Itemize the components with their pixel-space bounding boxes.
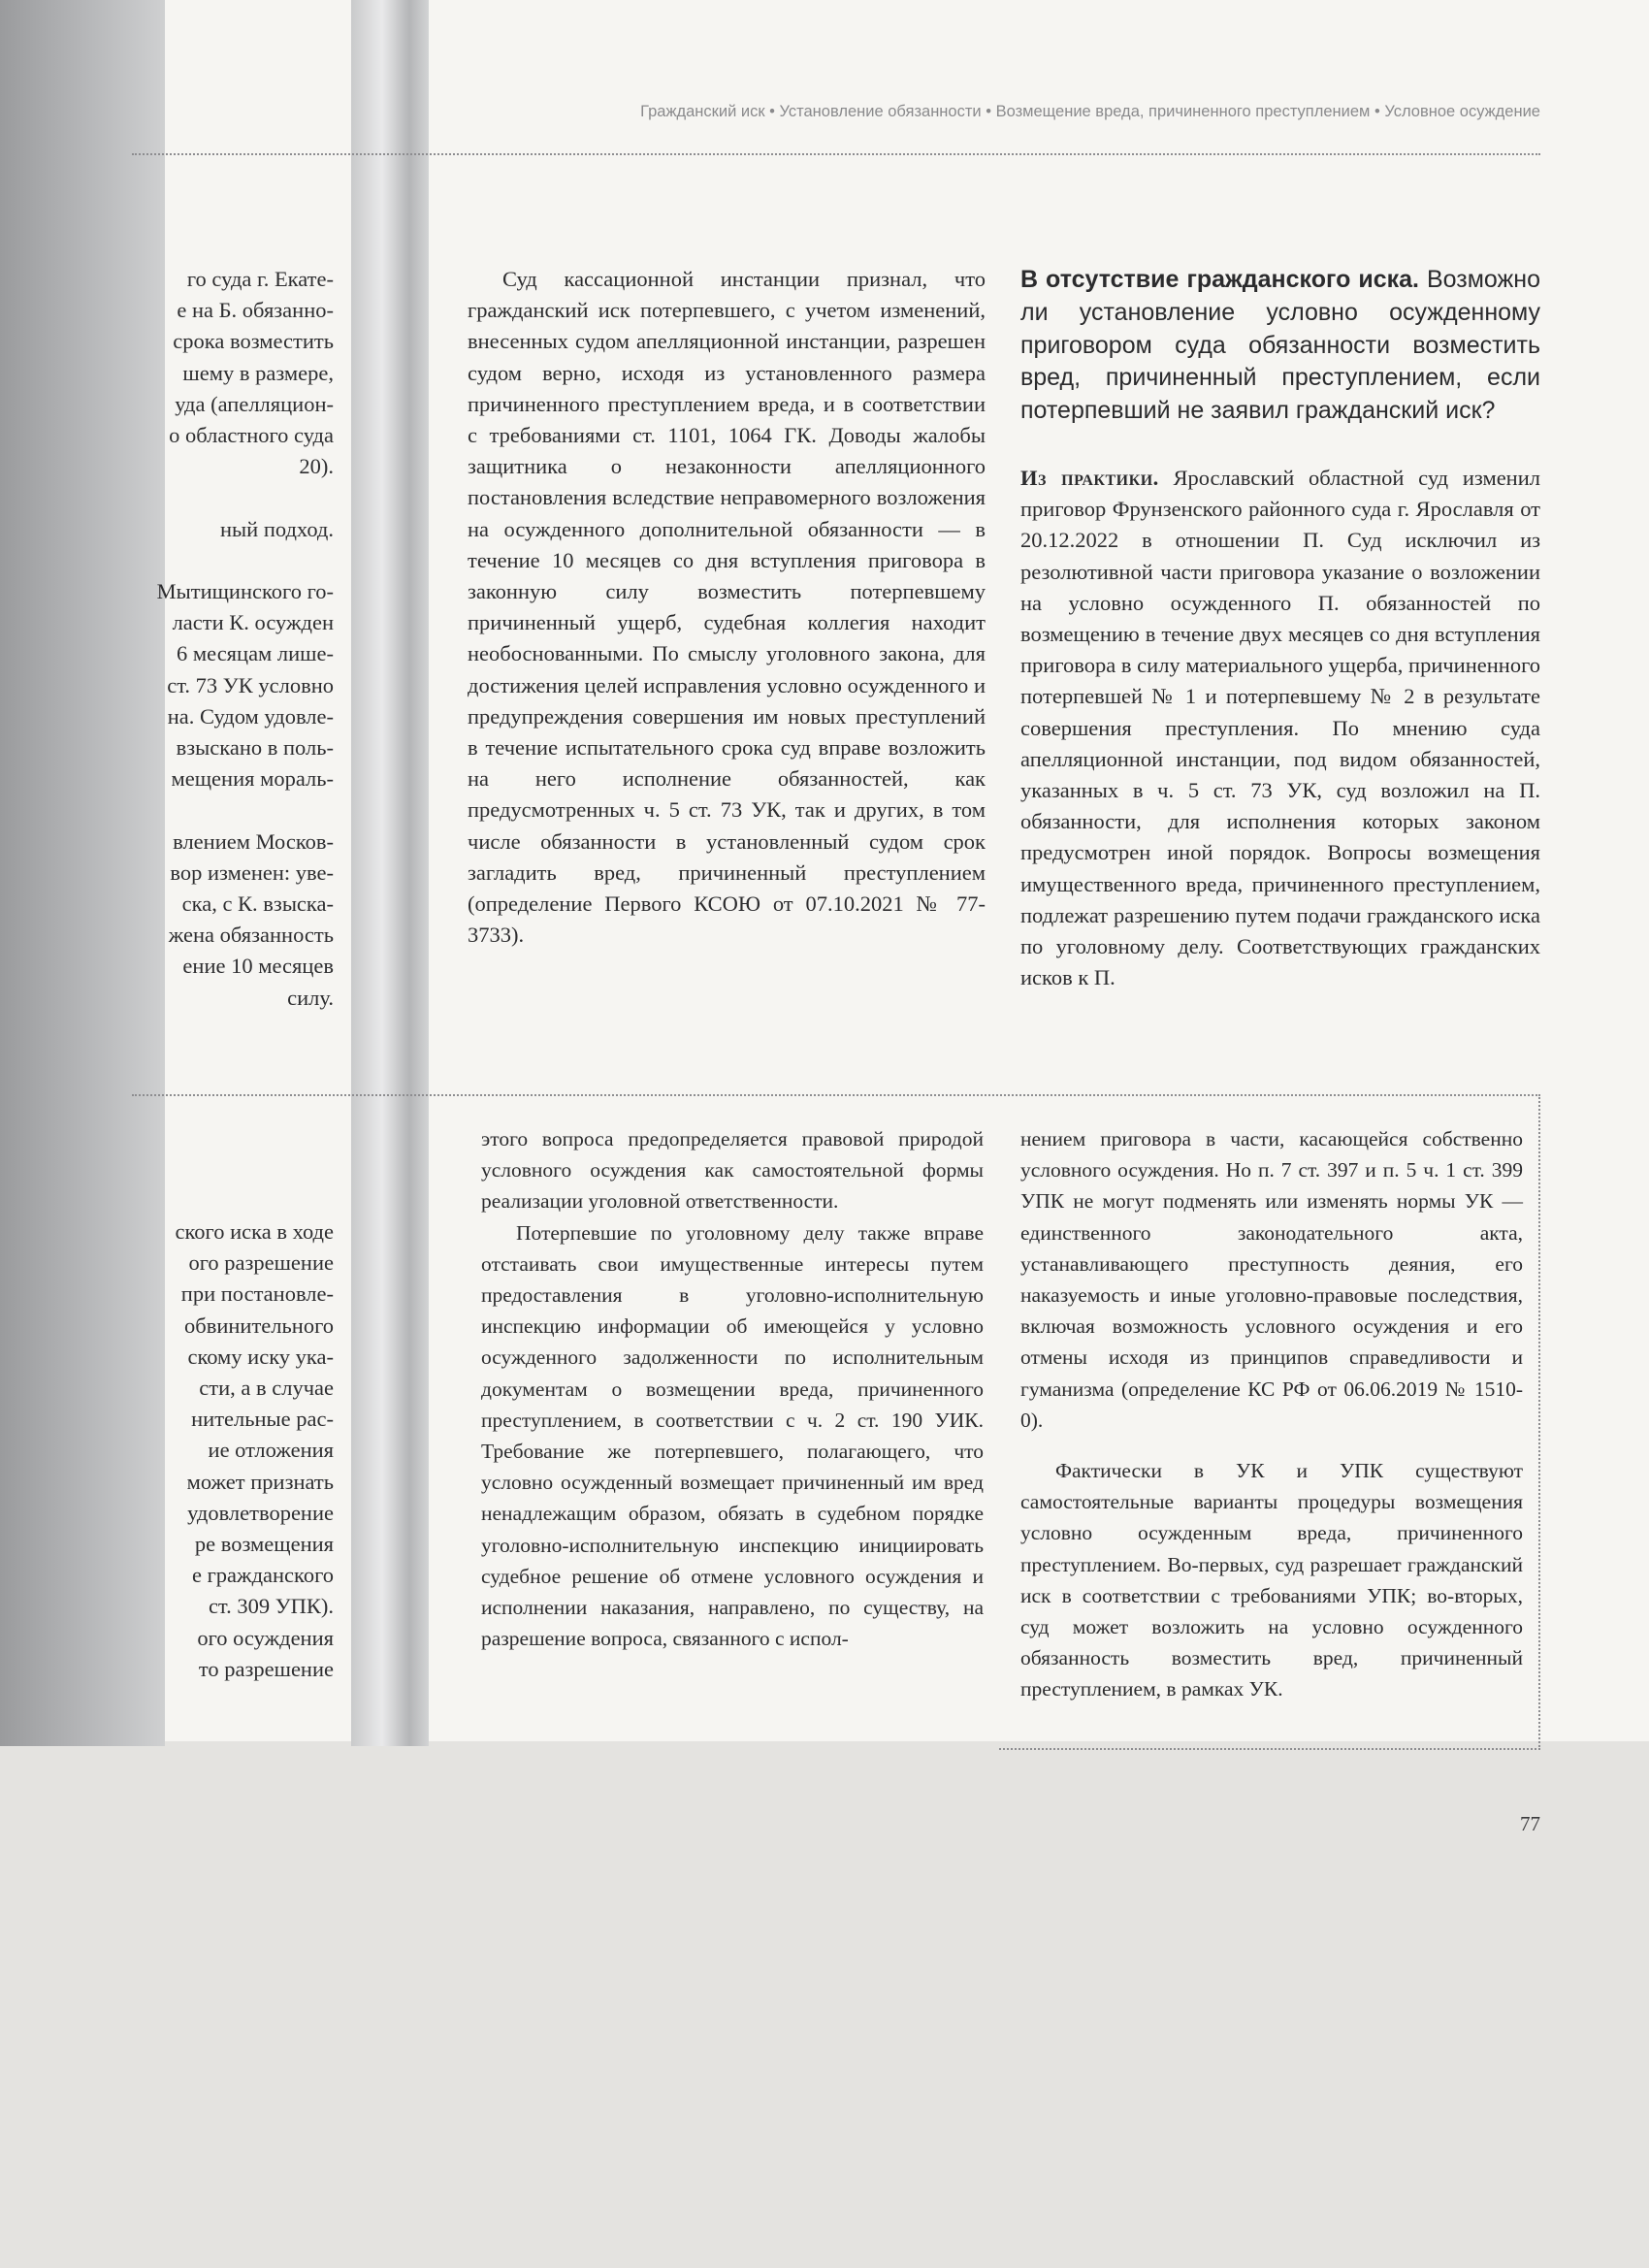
left-fragment-line: ст. 73 УК условно	[167, 672, 334, 697]
right-column-text	[1020, 264, 1540, 993]
practice-label: Из практики.	[1020, 465, 1159, 490]
scanner-bed	[0, 1741, 1649, 2268]
left-fragment-line: 6 месяцам лише-	[177, 641, 334, 666]
practice-text: Ярославский областной суд изменил приговор Фрунзенского районного суда г. Ярославля от 20.12.2022 в отношении П. Суд исключил из резолютивной части приговора указание о возложении на условно осужденного П. обязанностей по возмещению в течение двух месяцев со дня вступления приговора в силу материального ущерба, причиненного потерпевшей № 1 и потерпевшему № 2 в результате совершения преступления. По мнению суда апелляционной инстанции, под видом обязанностей, указанных в ч. 5 ст. 73 УК, суд возложил на П. обязанности, для исполнения которых законом предусмотрен иной порядок. Вопросы возмещения имущественного вреда, причиненного преступлением, подлежат разрешению путем подачи гражданского иска по уголовному делу. Соответствующих гражданских исков к П.	[1020, 465, 1540, 990]
page-number: 77	[1520, 1812, 1540, 1835]
left-fragment-line: взыскано в поль-	[176, 735, 334, 761]
left-fragment-line: может признать	[186, 1469, 334, 1494]
left-fragment-line: ный подход.	[220, 516, 334, 541]
section-divider-top	[132, 1094, 1540, 1096]
lower-right-p2: Фактически в УК и УПК существуют самостоятельные варианты процедуры возмещения условно осужденным вреда, причиненного преступлением. Во-первых, суд разрешает гражданский иск в соответствии с требованиями УПК; во-вторых, суд может возложить на условно осужденного обязанность возместить вред, причиненный преступлением, в рамках УК.	[1020, 1459, 1523, 1701]
header-divider	[132, 153, 1540, 155]
left-fragment-line: силу.	[287, 985, 334, 1010]
left-fragment-line: ого осуждения	[197, 1625, 334, 1650]
left-fragment-line: е на Б. обязанно-	[177, 298, 334, 323]
question-rest: Возможно ли установление условно осужденному приговором суда обязанности возместить вред, причиненный преступлением, если потерпевший не заявил гражданский иск?	[1020, 266, 1540, 425]
left-fragment-line: обвинительного	[184, 1312, 334, 1338]
left-fragment-line: го суда г. Екате-	[186, 267, 334, 291]
left-fragment-line: на. Судом удовле-	[167, 703, 334, 729]
left-fragment-line	[130, 482, 334, 513]
left-fragment-line: ре возмещения	[194, 1532, 334, 1557]
section-divider-bottom	[999, 1748, 1540, 1750]
left-fragment-line: ение 10 месяцев	[182, 954, 334, 979]
left-fragment-line: срока возместить	[173, 329, 334, 354]
left-fragment-line: ст. 309 УПК).	[208, 1594, 334, 1619]
book-gutter	[351, 0, 429, 1746]
lower-middle-column	[481, 1123, 984, 1654]
left-fragment-line: жена обязанность	[168, 923, 334, 948]
left-fragment-line: вор изменен: уве-	[170, 859, 334, 885]
left-fragment-line: е гражданского	[191, 1563, 334, 1588]
lower-right-p1: нением приговора в части, касающейся собственно условного осуждения. Но п. 7 ст. 397 и п. 5 ч. 1 ст. 399 УПК не могут подменять или изменять нормы УК — единственного законодательного акта, устанавливающего преступность деяния, его наказуемость и иные уголовно-правовые последствия, включая возможность условного осуждения и его отмены исходя из принципов справедливости и гуманизма (определение КС РФ от 06.06.2019 № 1510-0).	[1020, 1127, 1523, 1432]
left-fragment-line: 20).	[299, 454, 334, 479]
middle-paragraph: Суд кассационной инстанции признал, что гражданский иск потерпевшего, с учетом изменений, внесенных судом апелляционной инстанции, разрешен судом верно, исходя из установленного размера причиненного преступлением вреда, и в соответствии с требованиями ст. 1101, 1064 ГК. Доводы жалобы защитника о незаконности апелляционного постановления вследствие неправомерного возложения на осужденного дополнительной обязанности — в течение 10 месяцев со дня вступления приговора в законную силу возместить потерпевшему причиненный ущерб, судебная коллегия находит необоснованными. По смыслу уголовного закона, для достижения целей исправления условно осужденного и предупреждения совершения им новых преступлений в течение испытательного срока суд вправе возложить на него исполнение обязанностей, как предусмотренных ч. 5 ст. 73 УК, так и других, в том числе обязанности в установленный судом срок загладить вред, причиненный преступлением (определение Первого КСОЮ от 07.10.2021 № 77-3733).	[468, 267, 986, 948]
left-fragment-line: уда (апелляцион-	[175, 391, 334, 416]
left-fragment-line: ского иска в ходе	[175, 1219, 334, 1244]
left-fragment-line: то разрешение	[198, 1656, 334, 1681]
left-fragment-line: ска, с К. взыска-	[181, 891, 334, 917]
left-fragment-line: влением Москов-	[173, 828, 334, 854]
left-fragment-line	[130, 794, 334, 826]
left-fragment-line: при постановле-	[180, 1281, 334, 1307]
lower-middle-p2: Потерпевшие по уголовному делу также вправе отстаивать свои имущественные интересы путем предоставления в уголовно-исполнительную инспекцию информации об имеющейся у условно осужденного задолженности по исполнительным документам о возмещении вреда, причиненного преступлением, в соответствии с ч. 2 ст. 190 УИК. Требование же потерпевшего, полагающего, что условно осужденный возмещает причиненный им вред ненадлежащим образом, обязать в судебном порядке уголовно-исполнительную инспекцию инициировать судебное решение об отмене условного осуждения и исполнении наказания, направлено, по существу, на разрешение вопроса, связанного с испол-	[481, 1220, 984, 1651]
left-fragment-line: удовлетворение	[187, 1500, 334, 1525]
running-header: Гражданский иск • Установление обязанности • Возмещение вреда, причиненного преступлением • Условное осуждение	[640, 103, 1540, 120]
left-fragment-line: скому иску ука-	[187, 1344, 334, 1369]
left-fragment-line: сти, а в случае	[199, 1376, 334, 1401]
section-divider-right	[1538, 1094, 1540, 1750]
middle-column-text	[468, 264, 986, 951]
question-bold: В отсутствие гражданского иска.	[1020, 266, 1419, 293]
lower-right-column	[1020, 1123, 1523, 1705]
left-fragment-line	[130, 545, 334, 576]
lower-middle-p1: этого вопроса предопределяется правовой природой условного осуждения как самостоятельной формы реализации уголовной ответственности.	[481, 1127, 984, 1214]
left-fragment-line: ласти К. осужден	[172, 610, 334, 635]
left-fragment-line: ие отложения	[208, 1438, 334, 1463]
left-fragment-line: нительные рас-	[191, 1407, 334, 1432]
left-fragment-line: Мытищинского го-	[156, 579, 334, 604]
left-fragment-line: шему в размере,	[182, 360, 334, 385]
left-page-fragment-top	[130, 264, 334, 1014]
left-fragment-line: мещения мораль-	[171, 766, 334, 792]
question-heading	[1020, 264, 1540, 428]
left-page-fragment-bottom	[130, 1216, 334, 1685]
left-fragment-line: о областного суда	[169, 423, 334, 448]
left-fragment-line: ого разрешение	[188, 1250, 334, 1276]
practice-paragraph	[1020, 463, 1540, 993]
